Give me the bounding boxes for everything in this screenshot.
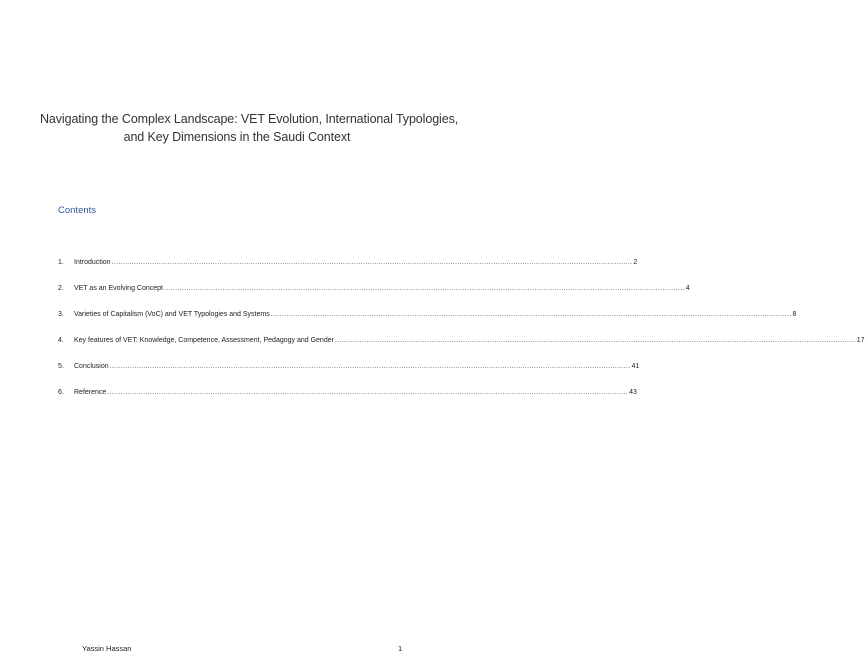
toc-entry-text: Introduction — [74, 259, 111, 266]
toc-entry-number: 1. — [58, 259, 64, 266]
toc-dot-leader: ........................................................................................................................................................................................................................................ — [107, 389, 629, 396]
toc-dot-leader: ........................................................................................................................................................................................................................................ — [111, 259, 633, 266]
title-line-2: and Key Dimensions in the Saudi Context — [123, 130, 351, 144]
toc-entry-number: 3. — [58, 311, 64, 318]
toc-entry-number: 5. — [58, 363, 64, 370]
title-line-1: Navigating the Complex Landscape: VET Evolution, International Typologies, — [40, 112, 459, 126]
toc-entry-vet-evolving[interactable] — [58, 282, 690, 295]
toc-entry-page: 43 — [629, 389, 637, 396]
footer-author: Yassin Hassan — [82, 644, 132, 653]
footer-page-number: 1 — [398, 644, 403, 653]
toc-entry-conclusion[interactable] — [58, 360, 640, 373]
toc-entry-varieties-capitalism[interactable] — [58, 308, 797, 321]
toc-entry-key-features[interactable] — [58, 334, 865, 347]
document-title — [40, 110, 459, 146]
table-of-contents — [58, 256, 865, 399]
toc-entry-reference[interactable] — [58, 386, 637, 399]
toc-entry-text: Conclusion — [74, 363, 109, 370]
toc-dot-leader: ........................................................................................................................................................................................................................................ — [270, 311, 792, 318]
toc-entry-number: 6. — [58, 389, 64, 396]
toc-entry-introduction[interactable] — [58, 256, 638, 269]
toc-entry-number: 2. — [58, 285, 64, 292]
toc-entry-text: Reference — [74, 389, 107, 396]
toc-dot-leader: ........................................................................................................................................................................................................................................ — [163, 285, 685, 292]
toc-entry-number: 4. — [58, 337, 64, 344]
toc-dot-leader: ........................................................................................................................................................................................................................................ — [109, 363, 631, 370]
toc-entry-page: 4 — [685, 285, 690, 292]
toc-entry-page: 2 — [633, 259, 638, 266]
toc-entry-page: 8 — [792, 311, 797, 318]
toc-dot-leader: ........................................................................................................................................................................................................................................ — [334, 337, 856, 344]
toc-entry-text: Key features of VET: Knowledge, Competence, Assessment, Pedagogy and Gender — [74, 337, 334, 344]
toc-entry-page: 17 — [856, 337, 865, 344]
toc-entry-text: VET as an Evolving Concept — [74, 285, 163, 292]
contents-heading: Contents — [58, 205, 97, 216]
toc-entry-text: Varieties of Capitalism (VoC) and VET Typologies and Systems — [74, 311, 270, 318]
toc-entry-page: 41 — [631, 363, 640, 370]
